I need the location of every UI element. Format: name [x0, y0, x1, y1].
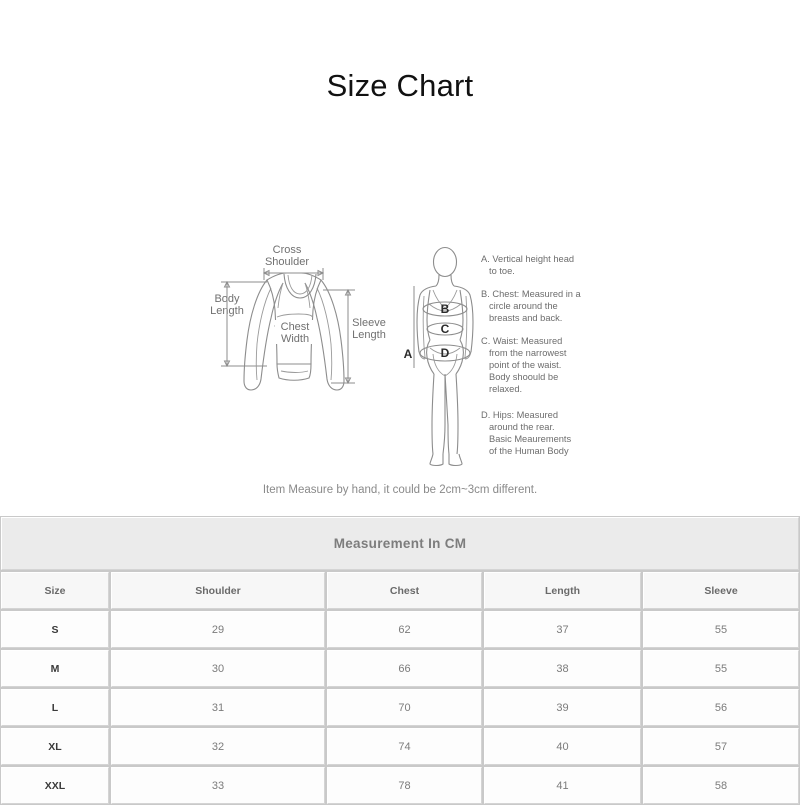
- cell-length-s: 37: [483, 610, 642, 649]
- cell-size-l: L: [0, 688, 110, 727]
- cell-shoulder-s: 29: [110, 610, 326, 649]
- cell-length-xl: 40: [483, 727, 642, 766]
- desc-c-line-2: point of the waist.: [489, 360, 562, 370]
- desc-d-line-3: of the Human Body: [489, 446, 569, 456]
- cell-length-xxl: 41: [483, 766, 642, 805]
- cell-shoulder-m: 30: [110, 649, 326, 688]
- sleeve-length-label-line2: Length: [352, 329, 386, 341]
- cell-size-xxl: XXL: [0, 766, 110, 805]
- body-length-label-line2: Length: [210, 305, 244, 317]
- size-table: [0, 516, 800, 805]
- cell-size-m: M: [0, 649, 110, 688]
- table-row: [0, 649, 800, 688]
- band-label-b: B: [440, 302, 450, 316]
- desc-c-line-0: C. Waist: Measured: [481, 336, 563, 346]
- band-label-d: D: [440, 346, 450, 360]
- desc-d-line-0: D. Hips: Measured: [481, 410, 558, 420]
- desc-a-line-1: to toe.: [489, 266, 515, 276]
- chest-width-label-line2: Width: [280, 333, 310, 345]
- cell-sleeve-s: 55: [642, 610, 800, 649]
- table-title-row: [0, 516, 800, 571]
- measure-note: Item Measure by hand, it could be 2cm~3cm different.: [262, 484, 538, 496]
- desc-a-line-0: A. Vertical height head: [481, 254, 575, 264]
- table-header-row: [0, 571, 800, 610]
- desc-c-line-3: Body shoould be: [489, 372, 559, 382]
- column-header-size: Size: [0, 571, 110, 610]
- cell-length-m: 38: [483, 649, 642, 688]
- column-header-shoulder: Shoulder: [110, 571, 326, 610]
- cell-shoulder-l: 31: [110, 688, 326, 727]
- table-row: [0, 610, 800, 649]
- cross-shoulder-label-line2: Shoulder: [264, 256, 310, 268]
- cell-sleeve-xxl: 58: [642, 766, 800, 805]
- page-title: Size Chart: [326, 68, 474, 103]
- desc-d-line-2: Basic Meaurements: [489, 434, 572, 444]
- desc-c-line-4: relaxed.: [489, 384, 523, 394]
- measurement-diagrams: [0, 235, 800, 485]
- cell-chest-xl: 74: [326, 727, 483, 766]
- cell-sleeve-m: 55: [642, 649, 800, 688]
- cell-shoulder-xl: 32: [110, 727, 326, 766]
- cell-chest-s: 62: [326, 610, 483, 649]
- cell-size-xl: XL: [0, 727, 110, 766]
- cell-shoulder-xxl: 33: [110, 766, 326, 805]
- garment-diagram: [205, 240, 395, 400]
- cell-chest-l: 70: [326, 688, 483, 727]
- body-length-label-line1: Body: [214, 293, 240, 305]
- table-row: [0, 766, 800, 805]
- cell-chest-xxl: 78: [326, 766, 483, 805]
- cell-chest-m: 66: [326, 649, 483, 688]
- desc-b-line-1: circle around the: [489, 301, 558, 311]
- table-row: [0, 688, 800, 727]
- cross-shoulder-label-line1: Cross: [272, 244, 302, 256]
- table-title: Measurement In CM: [0, 516, 800, 571]
- body-diagram: [400, 240, 600, 480]
- column-header-length: Length: [483, 571, 642, 610]
- chest-width-label-line1: Chest: [280, 321, 310, 333]
- desc-c-line-1: from the narrowest: [489, 348, 567, 358]
- sleeve-length-dimension-line: [323, 290, 355, 383]
- table-row: [0, 727, 800, 766]
- band-label-c: C: [440, 322, 450, 336]
- cell-sleeve-l: 56: [642, 688, 800, 727]
- cell-sleeve-xl: 57: [642, 727, 800, 766]
- column-header-sleeve: Sleeve: [642, 571, 800, 610]
- desc-b-line-2: breasts and back.: [489, 313, 563, 323]
- column-header-chest: Chest: [326, 571, 483, 610]
- cross-shoulder-dimension-line: [264, 268, 323, 280]
- cell-length-l: 39: [483, 688, 642, 727]
- cell-size-s: S: [0, 610, 110, 649]
- sleeve-length-label-line1: Sleeve: [352, 317, 386, 329]
- desc-b-line-0: B. Chest: Measured in a: [481, 289, 581, 299]
- band-label-a: A: [403, 347, 413, 361]
- measurement-descriptions: [481, 254, 582, 456]
- desc-d-line-1: around the rear.: [489, 422, 555, 432]
